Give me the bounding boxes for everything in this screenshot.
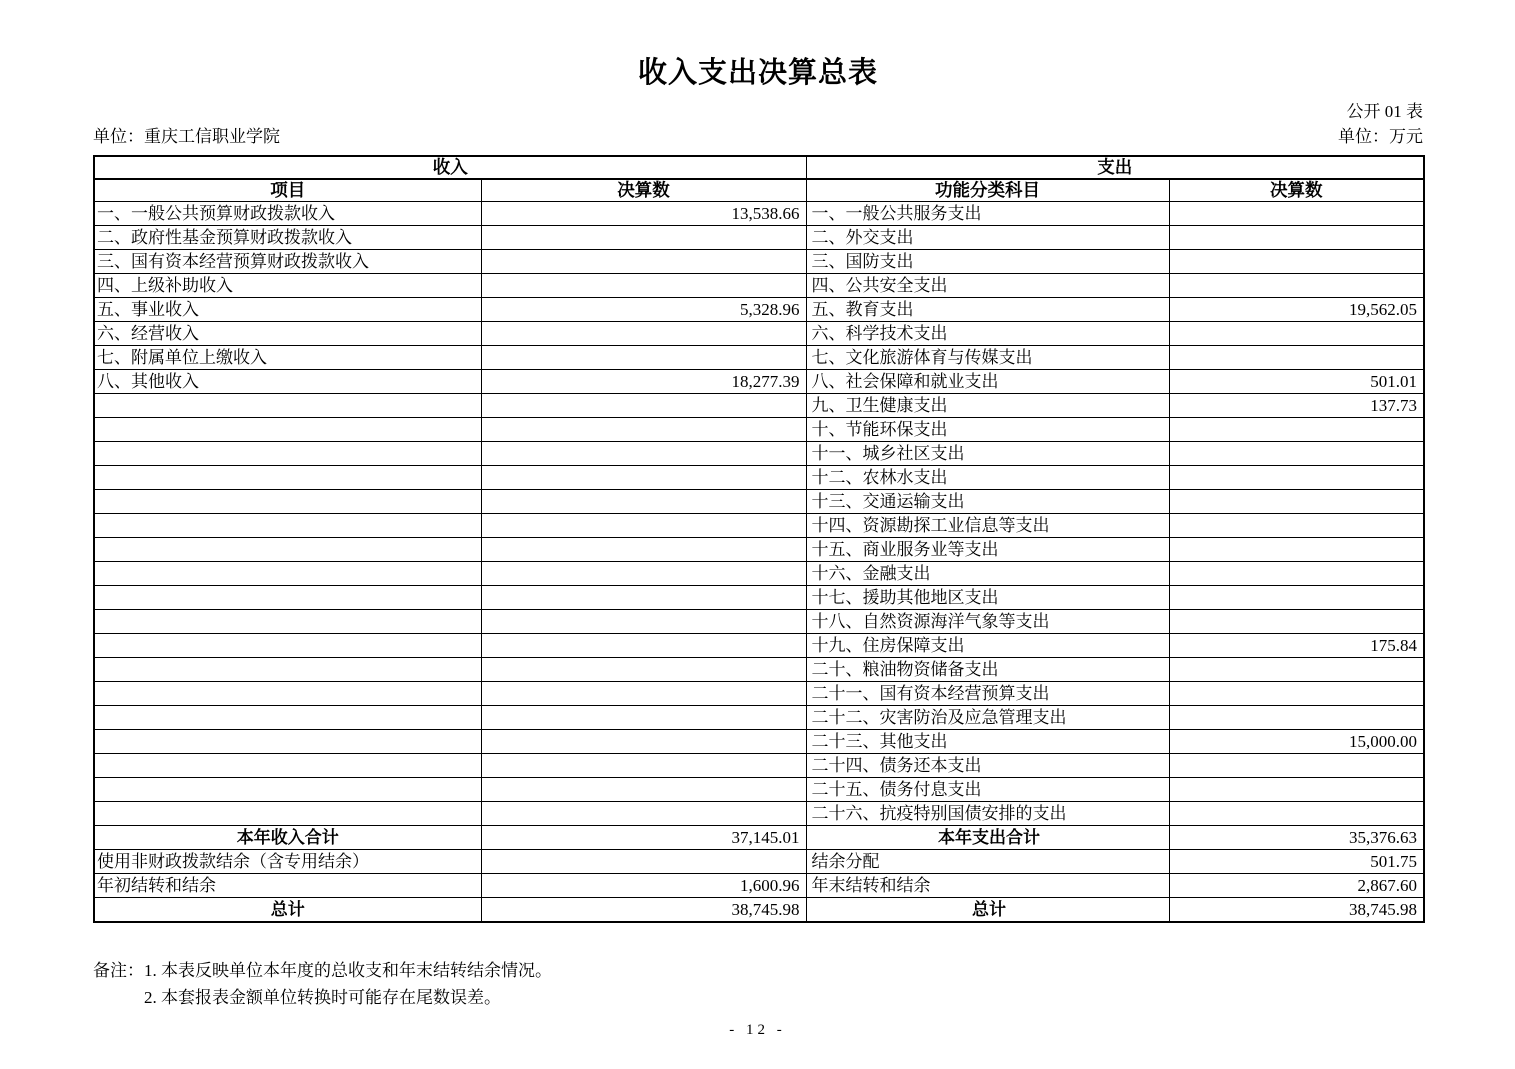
income-amount-cell	[481, 346, 806, 370]
income-amount-cell: 18,277.39	[481, 370, 806, 394]
income-amount-cell	[481, 706, 806, 730]
income-amount-cell	[481, 754, 806, 778]
income-amount-cell	[481, 418, 806, 442]
unit-of-measure-label: 单位：万元	[1338, 127, 1423, 146]
expense-amount-cell	[1169, 562, 1424, 586]
expense-amount-cell	[1169, 322, 1424, 346]
table-row	[94, 394, 1424, 418]
expense-amount-cell: 19,562.05	[1169, 298, 1424, 322]
expense-amount-cell	[1169, 250, 1424, 274]
income-item-cell	[94, 634, 481, 658]
page-number: - 12 -	[729, 1022, 786, 1038]
table-row	[94, 586, 1424, 610]
expense-item-cell: 十八、自然资源海洋气象等支出	[806, 610, 1169, 634]
accounts-summary-table	[93, 155, 1425, 923]
table-row	[94, 610, 1424, 634]
table-row	[94, 634, 1424, 658]
expense-item-cell: 二十五、债务付息支出	[806, 778, 1169, 802]
income-item-cell: 二、政府性基金预算财政拨款收入	[94, 226, 481, 250]
expense-item-cell: 二十三、其他支出	[806, 730, 1169, 754]
income-amount-cell: 37,145.01	[481, 826, 806, 850]
note-text-1: 1. 本表反映单位本年度的总收支和年末结转结余情况。	[144, 961, 552, 980]
table-row	[94, 658, 1424, 682]
expense-amount-cell: 35,376.63	[1169, 826, 1424, 850]
income-item-cell	[94, 802, 481, 826]
expense-item-cell: 二、外交支出	[806, 226, 1169, 250]
income-amount-cell	[481, 634, 806, 658]
section-header-row	[94, 156, 1424, 179]
income-item-cell	[94, 778, 481, 802]
expense-amount-cell	[1169, 778, 1424, 802]
table-row	[94, 202, 1424, 226]
expense-item-cell: 十九、住房保障支出	[806, 634, 1169, 658]
income-item-cell	[94, 394, 481, 418]
expense-amount-cell	[1169, 586, 1424, 610]
expense-item-cell: 十六、金融支出	[806, 562, 1169, 586]
expense-item-cell: 结余分配	[806, 850, 1169, 874]
notes-block	[93, 957, 1423, 1011]
expense-item-cell: 二十六、抗疫特别国债安排的支出	[806, 802, 1169, 826]
expense-item-cell: 十二、农林水支出	[806, 466, 1169, 490]
income-amount-cell	[481, 586, 806, 610]
table-row	[94, 226, 1424, 250]
column-header-expense-function: 功能分类科目	[806, 179, 1169, 202]
expense-amount-cell: 15,000.00	[1169, 730, 1424, 754]
income-item-cell	[94, 730, 481, 754]
income-item-cell: 使用非财政拨款结余（含专用结余）	[94, 850, 481, 874]
income-section-header: 收入	[94, 156, 806, 179]
expense-amount-cell	[1169, 274, 1424, 298]
income-item-cell	[94, 442, 481, 466]
table-row	[94, 754, 1424, 778]
column-header-expense-amount: 决算数	[1169, 179, 1424, 202]
expense-item-cell: 二十四、债务还本支出	[806, 754, 1169, 778]
income-amount-cell	[481, 274, 806, 298]
expense-item-cell: 十、节能环保支出	[806, 418, 1169, 442]
expense-amount-cell	[1169, 682, 1424, 706]
expense-amount-cell	[1169, 538, 1424, 562]
summary-row	[94, 898, 1424, 923]
table-row	[94, 250, 1424, 274]
expense-section-header: 支出	[806, 156, 1424, 179]
expense-item-cell: 四、公共安全支出	[806, 274, 1169, 298]
income-amount-cell	[481, 250, 806, 274]
income-item-cell: 三、国有资本经营预算财政拨款收入	[94, 250, 481, 274]
income-amount-cell	[481, 394, 806, 418]
income-item-cell: 七、附属单位上缴收入	[94, 346, 481, 370]
expense-amount-cell	[1169, 754, 1424, 778]
expense-amount-cell	[1169, 658, 1424, 682]
page-title: 收入支出决算总表	[637, 57, 878, 89]
expense-amount-cell	[1169, 226, 1424, 250]
expense-amount-cell	[1169, 466, 1424, 490]
income-amount-cell	[481, 610, 806, 634]
notes-label: 备注：	[93, 961, 144, 980]
income-amount-cell	[481, 322, 806, 346]
expense-amount-cell: 137.73	[1169, 394, 1424, 418]
table-row	[94, 346, 1424, 370]
expense-amount-cell	[1169, 490, 1424, 514]
income-item-cell	[94, 754, 481, 778]
income-item-cell: 总计	[94, 898, 481, 923]
table-row	[94, 370, 1424, 394]
income-amount-cell	[481, 466, 806, 490]
income-item-cell	[94, 514, 481, 538]
expense-amount-cell	[1169, 442, 1424, 466]
expense-amount-cell: 175.84	[1169, 634, 1424, 658]
expense-item-cell: 十五、商业服务业等支出	[806, 538, 1169, 562]
income-item-cell	[94, 610, 481, 634]
expense-item-cell: 二十一、国有资本经营预算支出	[806, 682, 1169, 706]
table-head	[94, 156, 1424, 202]
table-row	[94, 778, 1424, 802]
income-item-cell	[94, 562, 481, 586]
income-amount-cell	[481, 658, 806, 682]
expense-item-cell: 七、文化旅游体育与传媒支出	[806, 346, 1169, 370]
table-row	[94, 706, 1424, 730]
table-row	[94, 466, 1424, 490]
income-item-cell	[94, 490, 481, 514]
expense-amount-cell	[1169, 346, 1424, 370]
income-amount-cell	[481, 514, 806, 538]
expense-item-cell: 六、科学技术支出	[806, 322, 1169, 346]
income-amount-cell	[481, 562, 806, 586]
table-row	[94, 298, 1424, 322]
income-amount-cell: 38,745.98	[481, 898, 806, 923]
table-body	[94, 202, 1424, 923]
income-amount-cell	[481, 226, 806, 250]
income-amount-cell	[481, 802, 806, 826]
table-row	[94, 322, 1424, 346]
expense-item-cell: 八、社会保障和就业支出	[806, 370, 1169, 394]
table-row	[94, 418, 1424, 442]
table-row	[94, 730, 1424, 754]
income-amount-cell	[481, 778, 806, 802]
note-line-2	[93, 984, 1423, 1011]
summary-row	[94, 874, 1424, 898]
income-amount-cell	[481, 850, 806, 874]
note-line-1	[93, 957, 1423, 984]
income-amount-cell	[481, 682, 806, 706]
expense-amount-cell	[1169, 706, 1424, 730]
table-row	[94, 802, 1424, 826]
income-amount-cell	[481, 730, 806, 754]
expense-amount-cell	[1169, 514, 1424, 538]
table-row	[94, 538, 1424, 562]
expense-amount-cell: 2,867.60	[1169, 874, 1424, 898]
table-row	[94, 490, 1424, 514]
unit-name-label: 单位：重庆工信职业学院	[93, 127, 280, 146]
income-amount-cell: 5,328.96	[481, 298, 806, 322]
expense-item-cell: 十一、城乡社区支出	[806, 442, 1169, 466]
income-item-cell	[94, 658, 481, 682]
expense-item-cell: 本年支出合计	[806, 826, 1169, 850]
table-row	[94, 682, 1424, 706]
expense-item-cell: 五、教育支出	[806, 298, 1169, 322]
expense-item-cell: 三、国防支出	[806, 250, 1169, 274]
income-item-cell: 一、一般公共预算财政拨款收入	[94, 202, 481, 226]
note-text-2: 2. 本套报表金额单位转换时可能存在尾数误差。	[144, 988, 501, 1007]
meta-row	[93, 128, 1423, 146]
expense-amount-cell: 501.01	[1169, 370, 1424, 394]
column-header-income-amount: 决算数	[481, 179, 806, 202]
income-item-cell	[94, 706, 481, 730]
column-header-income-item: 项目	[94, 179, 481, 202]
expense-item-cell: 十四、资源勘探工业信息等支出	[806, 514, 1169, 538]
expense-item-cell: 二十、粮油物资储备支出	[806, 658, 1169, 682]
expense-item-cell: 二十二、灾害防治及应急管理支出	[806, 706, 1169, 730]
income-amount-cell	[481, 538, 806, 562]
income-item-cell: 五、事业收入	[94, 298, 481, 322]
expense-amount-cell	[1169, 202, 1424, 226]
expense-item-cell: 十七、援助其他地区支出	[806, 586, 1169, 610]
table-row	[94, 562, 1424, 586]
expense-item-cell: 一、一般公共服务支出	[806, 202, 1169, 226]
table-row	[94, 514, 1424, 538]
income-amount-cell: 13,538.66	[481, 202, 806, 226]
expense-item-cell: 年末结转和结余	[806, 874, 1169, 898]
income-amount-cell	[481, 442, 806, 466]
income-amount-cell	[481, 490, 806, 514]
expense-item-cell: 十三、交通运输支出	[806, 490, 1169, 514]
form-code-label: 公开 01 表	[1346, 102, 1423, 121]
income-item-cell	[94, 682, 481, 706]
expense-amount-cell	[1169, 418, 1424, 442]
expense-item-cell: 总计	[806, 898, 1169, 923]
column-header-row	[94, 179, 1424, 202]
table-row	[94, 442, 1424, 466]
income-item-cell: 八、其他收入	[94, 370, 481, 394]
income-item-cell: 年初结转和结余	[94, 874, 481, 898]
income-item-cell: 四、上级补助收入	[94, 274, 481, 298]
summary-row	[94, 826, 1424, 850]
income-item-cell	[94, 586, 481, 610]
expense-amount-cell	[1169, 802, 1424, 826]
expense-amount-cell: 501.75	[1169, 850, 1424, 874]
expense-item-cell: 九、卫生健康支出	[806, 394, 1169, 418]
income-amount-cell: 1,600.96	[481, 874, 806, 898]
income-item-cell	[94, 538, 481, 562]
expense-amount-cell: 38,745.98	[1169, 898, 1424, 923]
table-row	[94, 274, 1424, 298]
income-item-cell: 六、经营收入	[94, 322, 481, 346]
income-item-cell	[94, 418, 481, 442]
income-item-cell: 本年收入合计	[94, 826, 481, 850]
income-item-cell	[94, 466, 481, 490]
expense-amount-cell	[1169, 610, 1424, 634]
summary-row	[94, 850, 1424, 874]
